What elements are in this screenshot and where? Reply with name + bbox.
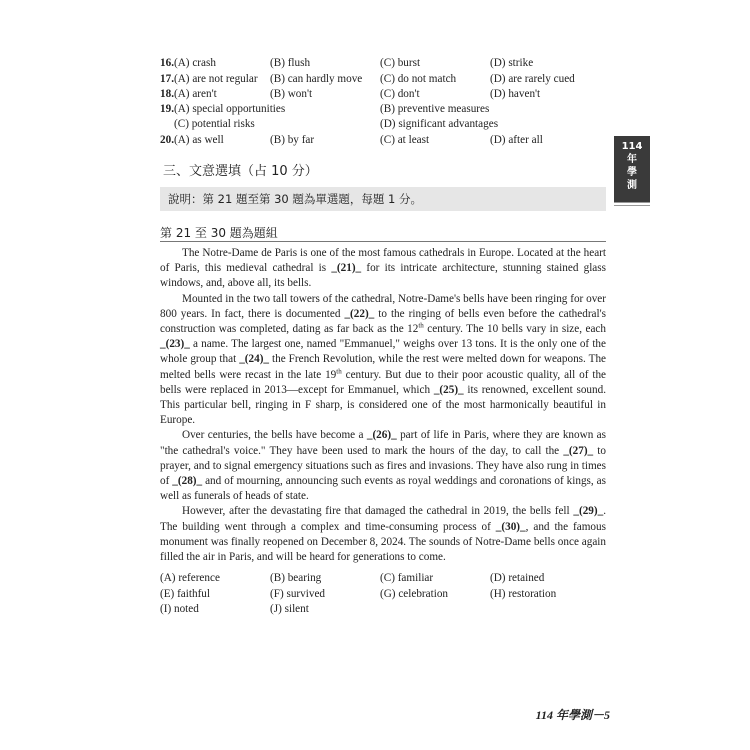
word-bank-row-1 xyxy=(160,570,620,586)
blank-28: _(28)_ xyxy=(172,475,203,488)
question-20 xyxy=(160,132,620,148)
word-bank-row-3 xyxy=(160,601,620,617)
question-17 xyxy=(160,71,620,87)
blank-26: _(26)_ xyxy=(366,429,397,442)
text: Mounted in the two tall towers of the cathedral, Notre-Dame's bells have been ringing for over 800 years. In fact, there is documented xyxy=(160,292,606,320)
passage xyxy=(160,246,606,565)
text: However, after the devastating fire that damaged the cathedral in 2019, the bells fell xyxy=(182,505,574,518)
side-tab-char: 年 xyxy=(627,154,637,165)
word-option: (E) faithful xyxy=(160,588,211,600)
text: a name. The largest one, named "Emmanuel," weighs over 13 tons. It is the only one of the whole group that xyxy=(160,338,606,366)
word-option: (I) noted xyxy=(160,603,199,615)
text: century. The 10 bells vary in size, each xyxy=(423,323,606,336)
blank-23: _(23)_ xyxy=(160,338,190,351)
text: for its intricate architecture, stunning stained glass windows, and, above all, its bells. xyxy=(160,262,606,290)
divider xyxy=(160,241,606,242)
side-tab-rule xyxy=(614,202,650,206)
blank-30: _(30)_ xyxy=(495,520,526,533)
question-number: 20. xyxy=(160,134,174,146)
question-19 xyxy=(160,101,620,117)
option-b: (B) flush xyxy=(270,57,311,69)
blank-21: _(21)_ xyxy=(331,262,362,275)
blank-24: _(24)_ xyxy=(239,353,270,366)
word-option: (A) reference xyxy=(160,572,220,584)
text: the French Revolution, while the rest were melted down for weapons. The melted bells were recast in the late 19 xyxy=(160,353,606,381)
option-d: (D) strike xyxy=(490,57,534,69)
question-number: 17. xyxy=(160,73,174,85)
option-d: (D) after all xyxy=(490,134,543,146)
paragraph-1 xyxy=(160,246,606,292)
option-d: (D) significant advantages xyxy=(380,118,499,130)
option-c: (C) potential risks xyxy=(174,118,255,130)
side-tab xyxy=(614,136,650,202)
option-c: (C) do not match xyxy=(380,73,457,85)
question-19-row-2 xyxy=(160,116,620,132)
word-option: (H) restoration xyxy=(490,588,557,600)
blank-29: _(29)_ xyxy=(573,505,604,518)
group-title: 第 21 至 30 題為題組 xyxy=(160,226,278,240)
side-tab-year: 114 xyxy=(621,141,643,152)
option-a: (A) are not regular xyxy=(174,73,258,85)
paragraph-2 xyxy=(160,292,606,429)
text: part of life in Paris, where they are known as "the cathedral's voice." They have been used to mark the hours of the day, to call the xyxy=(160,429,606,457)
side-tab-char: 學 xyxy=(627,167,637,178)
question-number: 16. xyxy=(160,57,174,69)
page-footer: 114 年學測－5 xyxy=(535,708,610,722)
instructions-text: 說明：第 21 題至第 30 題為單選題，每題 1 分。 xyxy=(168,192,423,206)
question-number: 18. xyxy=(160,88,174,100)
side-tab-char: 測 xyxy=(627,180,637,191)
option-b: (B) won't xyxy=(270,88,313,100)
text: and of mourning, announcing such events as royal weddings and coronations of kings, as well as funerals of heads of state. xyxy=(160,475,606,503)
option-a: (A) special opportunities xyxy=(174,103,286,115)
option-d: (D) are rarely cued xyxy=(490,73,575,85)
word-option: (G) celebration xyxy=(380,588,449,600)
option-b: (B) preventive measures xyxy=(380,103,490,115)
blank-27: _(27)_ xyxy=(563,444,594,457)
option-b: (B) by far xyxy=(270,134,315,146)
option-c: (C) don't xyxy=(380,88,420,100)
option-c: (C) at least xyxy=(380,134,430,146)
paragraph-3 xyxy=(160,428,606,504)
question-16 xyxy=(160,55,620,71)
blank-22: _(22)_ xyxy=(344,307,375,320)
word-option: (J) silent xyxy=(270,603,309,615)
option-b: (B) can hardly move xyxy=(270,73,363,85)
word-option: (D) retained xyxy=(490,572,545,584)
word-option: (B) bearing xyxy=(270,572,322,584)
question-18 xyxy=(160,86,620,102)
option-a: (A) crash xyxy=(174,57,216,69)
blank-25: _(25)_ xyxy=(433,383,464,396)
text: , and the famous monument was finally reopened on December 8, 2024. The sounds of Notre-Dame bells once again filled the air in Paris, and will be heard for generations to come. xyxy=(160,520,606,564)
superscript: th xyxy=(336,366,342,375)
paragraph-4 xyxy=(160,504,606,565)
instructions-box xyxy=(160,187,606,211)
text: The Notre-Dame de Paris is one of the most famous cathedrals in Europe. Located at the heart of Paris, this medieval cathedral is xyxy=(160,247,606,275)
section-title: 三、文意選填（占 10 分） xyxy=(163,164,318,179)
option-a: (A) as well xyxy=(174,134,224,146)
text: to the ringing of bells even before the cathedral's construction was completed, dating as far back as the 12 xyxy=(160,307,606,336)
question-number: 19. xyxy=(160,103,174,115)
option-c: (C) burst xyxy=(380,57,421,69)
text: its renowned, excellent sound. This particular bell, ringing in F sharp, is considered one of the most harmonically beautiful in Europe. xyxy=(160,383,606,427)
option-d: (D) haven't xyxy=(490,88,541,100)
text: to prayer, and to signal emergency situations such as fires and invasions. They have also rung in times of xyxy=(160,444,606,488)
option-a: (A) aren't xyxy=(174,88,217,100)
text: . The building went through a complex and time-consuming process of xyxy=(160,505,606,533)
word-bank-row-2 xyxy=(160,586,620,602)
word-option: (C) familiar xyxy=(380,572,434,584)
word-option: (F) survived xyxy=(270,588,325,600)
text: century. But due to their poor acoustic quality, all of the bells were replaced in 2013—except for Emmanuel, which xyxy=(160,368,606,396)
superscript: th xyxy=(418,321,424,330)
text: Over centuries, the bells have become a xyxy=(182,429,367,442)
